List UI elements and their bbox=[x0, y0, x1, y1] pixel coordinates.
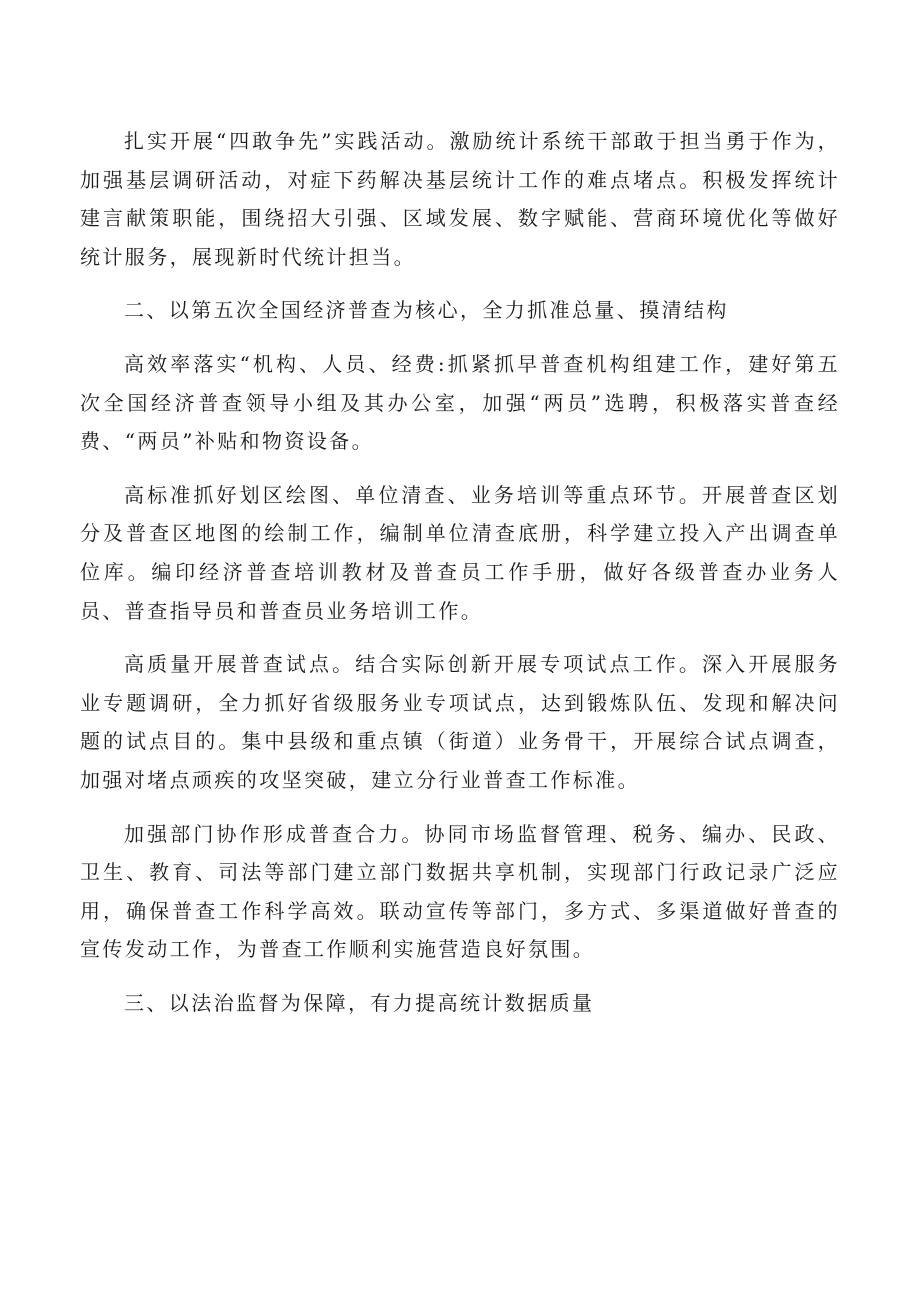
paragraph-organization-staff-funding: 高效率落实“机构、人员、经费:抓紧抓早普查机构组建工作，建好第五次全国经济普查领导小组及其办公室，加强“两员”选聘，积极落实普查经费、“两员”补贴和物资设备。 bbox=[80, 351, 840, 454]
document-body bbox=[80, 122, 840, 1037]
paragraph-census-pilot: 高质量开展普查试点。结合实际创新开展专项试点工作。深入开展服务业专题调研，全力抓好省级服务业专项试点，达到锻炼队伍、发现和解决问题的试点目的。集中县级和重点镇（街道）业务骨干，开展综合试点调查，加强对堵点顽疾的攻坚突破，建立分行业普查工作标准。 bbox=[80, 652, 840, 792]
paragraph-four-dare-campaign: 扎实开展“四敢争先”实践活动。激励统计系统干部敢于担当勇于作为，加强基层调研活动，对症下药解决基层统计工作的难点堵点。积极发挥统计建言献策职能，围绕招大引强、区域发展、数字赋能、营商环境优化等做好统计服务，展现新时代统计担当。 bbox=[80, 129, 840, 269]
section-heading-three: 三、以法治监督为保障，有力提高统计数据质量 bbox=[124, 990, 595, 1015]
paragraph-mapping-and-training: 高标准抓好划区绘图、单位清查、业务培训等重点环节。开展普查区划分及普查区地图的绘制工作，编制单位清查底册，科学建立投入产出调查单位库。编印经济普查培训教材及普查员工作手册，做好各级普查办业务人员、普查指导员和普查员业务培训工作。 bbox=[80, 482, 840, 623]
section-heading-two: 二、以第五次全国经济普查为核心，全力抓准总量、摸清结构 bbox=[124, 298, 729, 323]
paragraph-department-cooperation: 加强部门协作形成普查合力。协同市场监督管理、税务、编办、民政、卫生、教育、司法等部门建立部门数据共享机制，实现部门行政记录广泛应用，确保普查工作科学高效。联动宣传等部门，多方式、多渠道做好普查的宣传发动工作，为普查工作顺利实施营造良好氛围。 bbox=[80, 821, 840, 962]
